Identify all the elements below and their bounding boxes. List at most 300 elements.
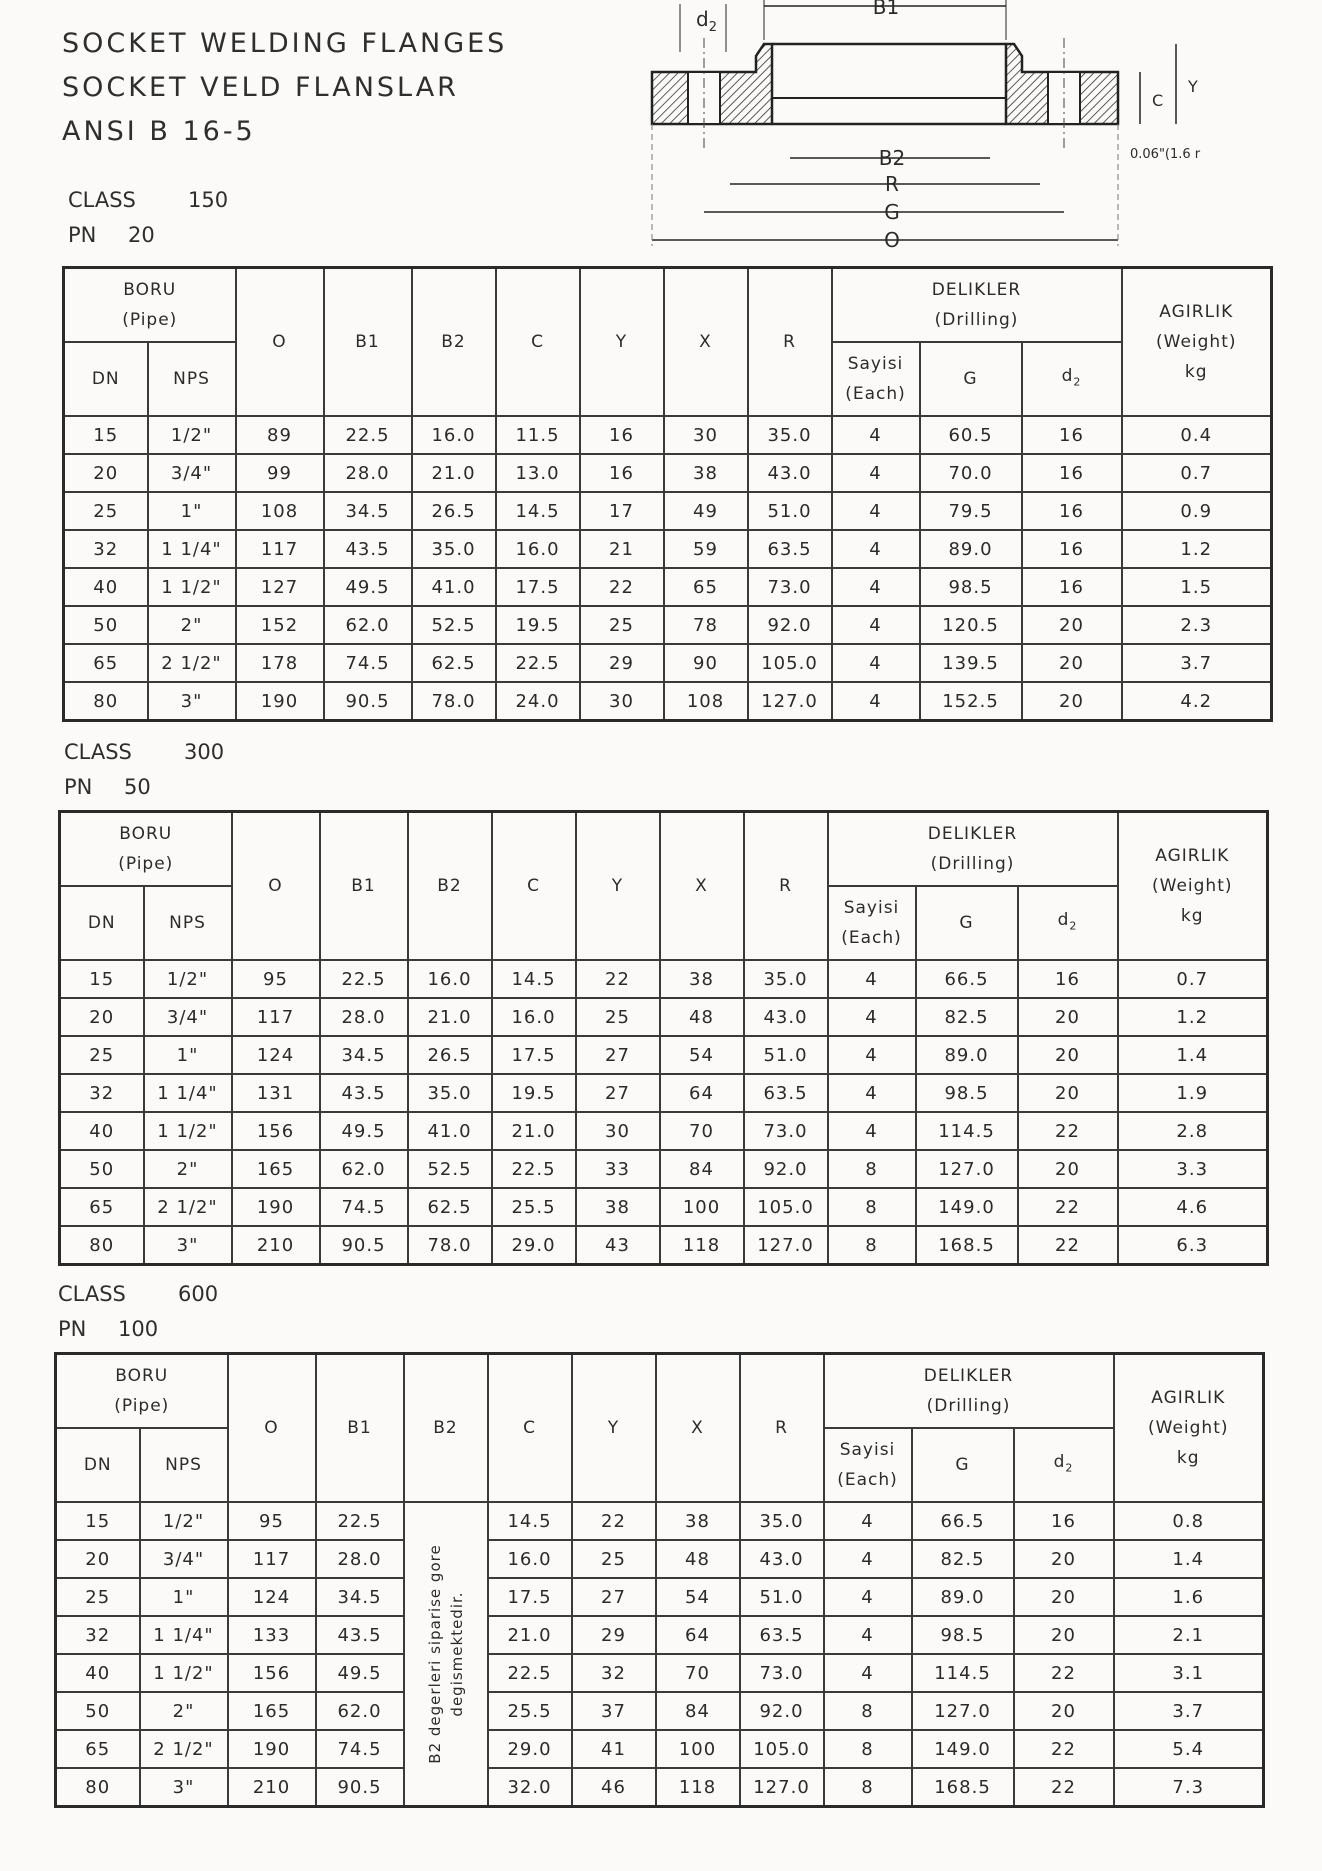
table-cell: 65 xyxy=(56,1730,140,1768)
agirlik-header xyxy=(1122,268,1272,417)
table-row xyxy=(60,1036,1268,1074)
table-cell: 3" xyxy=(148,682,236,721)
y-label: Y xyxy=(607,1418,620,1438)
table-cell: 65 xyxy=(64,644,148,682)
table-cell: 38 xyxy=(660,960,744,998)
table-cell: 54 xyxy=(656,1578,740,1616)
pn-label: PN xyxy=(64,775,93,799)
table-cell: 79.5 xyxy=(920,492,1022,530)
table-cell: 22.5 xyxy=(324,416,412,454)
table-cell: 78.0 xyxy=(408,1226,492,1265)
table-row xyxy=(64,416,1272,454)
table-cell: 82.5 xyxy=(912,1540,1014,1578)
table-cell: 62.0 xyxy=(324,606,412,644)
col-c-header xyxy=(496,268,580,417)
table-cell: 4 xyxy=(828,1074,916,1112)
col-c-header xyxy=(492,812,576,961)
col-g-header xyxy=(912,1428,1014,1502)
table-cell: 43.5 xyxy=(320,1074,408,1112)
table-cell: 52.5 xyxy=(412,606,496,644)
pn-value: 20 xyxy=(128,223,155,247)
table-cell: 64 xyxy=(660,1074,744,1112)
col-o-header xyxy=(228,1354,316,1503)
table-cell: 127.0 xyxy=(748,682,832,721)
table-row xyxy=(60,960,1268,998)
table-cell: 28.0 xyxy=(320,998,408,1036)
table-cell: 35.0 xyxy=(412,530,496,568)
sayisi-label: Sayisi xyxy=(843,898,900,918)
table-cell: 0.7 xyxy=(1118,960,1268,998)
table-cell: 2 1/2" xyxy=(140,1730,228,1768)
table-cell: 0.9 xyxy=(1122,492,1272,530)
table-cell: 133 xyxy=(228,1616,316,1654)
table-cell: 43 xyxy=(576,1226,660,1265)
table-row xyxy=(60,1188,1268,1226)
table-row xyxy=(64,530,1272,568)
table-cell: 62.0 xyxy=(316,1692,404,1730)
table-row xyxy=(56,1616,1264,1654)
each-label: (Each) xyxy=(845,384,906,404)
table-cell: 26.5 xyxy=(408,1036,492,1074)
table-cell: 3.3 xyxy=(1118,1150,1268,1188)
nps-label: NPS xyxy=(169,913,206,933)
table-cell: 190 xyxy=(236,682,324,721)
table-cell: 38 xyxy=(656,1502,740,1540)
table-cell: 20 xyxy=(1018,1036,1118,1074)
table-cell: 49.5 xyxy=(316,1654,404,1692)
table-cell: 41.0 xyxy=(412,568,496,606)
boru-label: BORU xyxy=(123,280,177,300)
table-cell: 70.0 xyxy=(920,454,1022,492)
table-row xyxy=(64,568,1272,606)
table-cell: 4 xyxy=(824,1578,912,1616)
table-cell: 1.6 xyxy=(1114,1578,1264,1616)
col-b1-header xyxy=(316,1354,404,1503)
col-dn-header xyxy=(64,342,148,416)
table-cell: 3/4" xyxy=(140,1540,228,1578)
table-cell: 1.2 xyxy=(1118,998,1268,1036)
table-cell: 66.5 xyxy=(916,960,1018,998)
dn-label: DN xyxy=(83,1455,112,1475)
table-cell: 17.5 xyxy=(496,568,580,606)
weight-label: (Weight) xyxy=(1152,876,1233,896)
table-cell: 65 xyxy=(664,568,748,606)
pn-value: 100 xyxy=(118,1317,159,1341)
table-cell: 89.0 xyxy=(912,1578,1014,1616)
table-cell: 168.5 xyxy=(916,1226,1018,1265)
table-cell: 34.5 xyxy=(320,1036,408,1074)
col-c-header xyxy=(488,1354,572,1503)
table-cell: 21.0 xyxy=(488,1616,572,1654)
col-x-header xyxy=(660,812,744,961)
b1-label: B1 xyxy=(347,1418,372,1438)
table-cell: 3.7 xyxy=(1122,644,1272,682)
table-cell: 65 xyxy=(60,1188,144,1226)
table-cell: 22 xyxy=(576,960,660,998)
table-cell: 178 xyxy=(236,644,324,682)
table-cell: 52.5 xyxy=(408,1150,492,1188)
boru-header xyxy=(60,812,232,887)
table-cell: 82.5 xyxy=(916,998,1018,1036)
table-cell: 78 xyxy=(664,606,748,644)
table-cell: 152.5 xyxy=(920,682,1022,721)
table-cell: 14.5 xyxy=(488,1502,572,1540)
table-cell: 50 xyxy=(64,606,148,644)
table-cell: 11.5 xyxy=(496,416,580,454)
y-label: Y xyxy=(611,876,624,896)
table-cell: 78.0 xyxy=(412,682,496,721)
table-cell: 73.0 xyxy=(740,1654,824,1692)
col-x-header xyxy=(656,1354,740,1503)
table-cell: 25 xyxy=(576,998,660,1036)
agirlik-label: AGIRLIK xyxy=(1151,1388,1226,1408)
table-cell: 90.5 xyxy=(320,1226,408,1265)
table-cell: 50 xyxy=(60,1150,144,1188)
dn-label: DN xyxy=(87,913,116,933)
delikler-header xyxy=(824,1354,1114,1429)
table-cell: 43.0 xyxy=(748,454,832,492)
table-row xyxy=(56,1692,1264,1730)
table-cell: 1.4 xyxy=(1114,1540,1264,1578)
table-cell: 22.5 xyxy=(488,1654,572,1692)
table-cell: 4 xyxy=(832,416,920,454)
table-cell: 22 xyxy=(1018,1226,1118,1265)
class-value: 300 xyxy=(184,740,225,764)
table-cell: 16 xyxy=(1022,568,1122,606)
g-label: G xyxy=(955,1455,970,1475)
table-cell: 22.5 xyxy=(320,960,408,998)
table-row xyxy=(60,998,1268,1036)
table-cell: 16.0 xyxy=(488,1540,572,1578)
table-row xyxy=(56,1578,1264,1616)
table-cell: 8 xyxy=(828,1226,916,1265)
delikler-label: DELIKLER xyxy=(931,280,1022,300)
table-cell: 165 xyxy=(228,1692,316,1730)
table-cell: 3.7 xyxy=(1114,1692,1264,1730)
table-cell: 127.0 xyxy=(912,1692,1014,1730)
table-cell: 1/2" xyxy=(144,960,232,998)
table-cell: 149.0 xyxy=(912,1730,1014,1768)
table-cell: 165 xyxy=(232,1150,320,1188)
table-cell: 131 xyxy=(232,1074,320,1112)
gap-label: 0.06"(1.6 r xyxy=(1130,147,1201,162)
table-cell: 8 xyxy=(824,1768,912,1807)
pn-label: PN xyxy=(58,1317,87,1341)
table-cell: 98.5 xyxy=(916,1074,1018,1112)
table-cell: 2" xyxy=(140,1692,228,1730)
col-nps-header xyxy=(144,886,232,960)
col-b1-header xyxy=(324,268,412,417)
kg-label: kg xyxy=(1184,362,1208,382)
table-row xyxy=(56,1730,1264,1768)
b1-label: B1 xyxy=(872,0,900,19)
table-cell: 34.5 xyxy=(324,492,412,530)
table-cell: 108 xyxy=(236,492,324,530)
table-cell: 2 1/2" xyxy=(144,1188,232,1226)
col-nps-header xyxy=(140,1428,228,1502)
table-cell: 26.5 xyxy=(412,492,496,530)
sayisi-label: Sayisi xyxy=(839,1440,896,1460)
table-cell: 22 xyxy=(1018,1188,1118,1226)
table-cell: 20 xyxy=(1018,998,1118,1036)
agirlik-header xyxy=(1114,1354,1264,1503)
table-cell: 4 xyxy=(828,960,916,998)
table-cell: 74.5 xyxy=(324,644,412,682)
table-cell: 114.5 xyxy=(916,1112,1018,1150)
table-cell: 4 xyxy=(828,1036,916,1074)
table-cell: 25 xyxy=(56,1578,140,1616)
table-cell: 21.0 xyxy=(492,1112,576,1150)
table-cell: 8 xyxy=(824,1692,912,1730)
table-cell: 4 xyxy=(824,1616,912,1654)
table-cell: 30 xyxy=(664,416,748,454)
table-cell: 43.0 xyxy=(744,998,828,1036)
drilling-label: (Drilling) xyxy=(934,310,1019,330)
table-cell: 1 1/4" xyxy=(144,1074,232,1112)
table-cell: 35.0 xyxy=(748,416,832,454)
table-cell: 4 xyxy=(824,1540,912,1578)
title-line-2: SOCKET VELD FLANSLAR xyxy=(62,72,459,103)
table-cell: 29.0 xyxy=(488,1730,572,1768)
table-cell: 28.0 xyxy=(324,454,412,492)
table-cell: 1.5 xyxy=(1122,568,1272,606)
table-cell: 1" xyxy=(144,1036,232,1074)
table-cell: 22.5 xyxy=(316,1502,404,1540)
table-cell: 139.5 xyxy=(920,644,1022,682)
table-cell: 100 xyxy=(656,1730,740,1768)
table-cell: 3/4" xyxy=(148,454,236,492)
each-label: (Each) xyxy=(837,1470,898,1490)
table-cell: 32 xyxy=(64,530,148,568)
table-cell: 95 xyxy=(228,1502,316,1540)
b2-label: B2 xyxy=(433,1418,458,1438)
table-cell: 16 xyxy=(580,416,664,454)
table-cell: 3" xyxy=(144,1226,232,1265)
table-cell: 20 xyxy=(1014,1692,1114,1730)
title-line-1: SOCKET WELDING FLANGES xyxy=(62,28,508,59)
table-cell: 70 xyxy=(660,1112,744,1150)
table-cell: 24.0 xyxy=(496,682,580,721)
table-cell: 3" xyxy=(140,1768,228,1807)
dn-label: DN xyxy=(91,369,120,389)
table-cell: 60.5 xyxy=(920,416,1022,454)
table-cell: 20 xyxy=(1014,1578,1114,1616)
table-cell: 51.0 xyxy=(740,1578,824,1616)
r-label: R xyxy=(885,172,899,196)
table-cell: 63.5 xyxy=(744,1074,828,1112)
table-cell: 27 xyxy=(576,1036,660,1074)
each-label: (Each) xyxy=(841,928,902,948)
col-r-header xyxy=(740,1354,824,1503)
table-cell: 51.0 xyxy=(744,1036,828,1074)
c-label: C xyxy=(531,332,544,352)
kg-label: kg xyxy=(1180,906,1204,926)
table-cell: 16.0 xyxy=(408,960,492,998)
delikler-header xyxy=(828,812,1118,887)
pipe-label: (Pipe) xyxy=(114,1396,170,1416)
table-cell: 168.5 xyxy=(912,1768,1014,1807)
table-cell: 92.0 xyxy=(740,1692,824,1730)
table-cell: 16 xyxy=(1022,454,1122,492)
col-sayisi-header xyxy=(828,886,916,960)
table-cell: 89 xyxy=(236,416,324,454)
table-cell: 43.5 xyxy=(324,530,412,568)
sayisi-label: Sayisi xyxy=(847,354,904,374)
table-cell: 117 xyxy=(236,530,324,568)
drilling-label: (Drilling) xyxy=(930,854,1015,874)
col-d2-header xyxy=(1018,886,1118,960)
table-cell: 15 xyxy=(56,1502,140,1540)
table-cell: 100 xyxy=(660,1188,744,1226)
table-cell: 22 xyxy=(1018,1112,1118,1150)
flange-table-class-150 xyxy=(62,266,1273,722)
d2-header: $d_2$ xyxy=(1053,1451,1074,1475)
table-row xyxy=(64,492,1272,530)
class-600-block xyxy=(58,1282,219,1341)
table-cell: 22 xyxy=(580,568,664,606)
table-cell: 14.5 xyxy=(492,960,576,998)
table-cell: 25 xyxy=(572,1540,656,1578)
r-label: R xyxy=(783,332,796,352)
table-cell: 127.0 xyxy=(916,1150,1018,1188)
table-cell: 73.0 xyxy=(744,1112,828,1150)
table-cell: 48 xyxy=(660,998,744,1036)
table-cell: 124 xyxy=(228,1578,316,1616)
table-cell: 4.2 xyxy=(1122,682,1272,721)
col-dn-header xyxy=(56,1428,140,1502)
table-cell: 37 xyxy=(572,1692,656,1730)
boru-header xyxy=(64,268,236,343)
table-cell: 74.5 xyxy=(320,1188,408,1226)
table-cell: 105.0 xyxy=(744,1188,828,1226)
table-cell: 4 xyxy=(832,454,920,492)
table-row xyxy=(56,1654,1264,1692)
pipe-label: (Pipe) xyxy=(118,854,174,874)
class-300-block xyxy=(64,740,225,799)
table-cell: 62.5 xyxy=(408,1188,492,1226)
table-cell: 20 xyxy=(56,1540,140,1578)
class-label: CLASS xyxy=(68,188,136,212)
col-sayisi-header xyxy=(824,1428,912,1502)
x-label: X xyxy=(691,1418,704,1438)
table-cell: 43.5 xyxy=(316,1616,404,1654)
table-cell: 3/4" xyxy=(144,998,232,1036)
table-cell: 190 xyxy=(232,1188,320,1226)
table-cell: 92.0 xyxy=(744,1150,828,1188)
delikler-header xyxy=(832,268,1122,343)
col-r-header xyxy=(748,268,832,417)
col-g-header xyxy=(916,886,1018,960)
table-row xyxy=(56,1768,1264,1807)
table-cell: 22 xyxy=(572,1502,656,1540)
table-cell: 16 xyxy=(1018,960,1118,998)
class-label: CLASS xyxy=(58,1282,126,1306)
table-cell: 7.3 xyxy=(1114,1768,1264,1807)
d2-label: $d_2$ xyxy=(696,7,717,35)
table-cell: 0.7 xyxy=(1122,454,1272,492)
table-cell: 90.5 xyxy=(316,1768,404,1807)
table-cell: 25 xyxy=(60,1036,144,1074)
table-cell: 1.9 xyxy=(1118,1074,1268,1112)
b2-note: B2 degerleri siparise gore degismektedir. xyxy=(425,1544,466,1764)
table-cell: 210 xyxy=(232,1226,320,1265)
o-label: O xyxy=(268,876,283,896)
table-cell: 62.5 xyxy=(412,644,496,682)
table-cell: 16.0 xyxy=(412,416,496,454)
table-cell: 40 xyxy=(64,568,148,606)
table-cell: 89.0 xyxy=(916,1036,1018,1074)
table-row xyxy=(64,682,1272,721)
table-cell: 89.0 xyxy=(920,530,1022,568)
delikler-label: DELIKLER xyxy=(927,824,1018,844)
table-cell: 21.0 xyxy=(412,454,496,492)
table-cell: 124 xyxy=(232,1036,320,1074)
table-cell: 19.5 xyxy=(496,606,580,644)
table-cell: 20 xyxy=(1022,606,1122,644)
table-cell: 1" xyxy=(148,492,236,530)
table-cell: 50 xyxy=(56,1692,140,1730)
table-cell: 117 xyxy=(228,1540,316,1578)
table-cell: 90.5 xyxy=(324,682,412,721)
col-b2-header xyxy=(404,1354,488,1503)
table-cell: 46 xyxy=(572,1768,656,1807)
table-cell: 90 xyxy=(664,644,748,682)
table-cell: 22 xyxy=(1014,1654,1114,1692)
title-line-3: ANSI B 16-5 xyxy=(62,116,256,147)
table-cell: 30 xyxy=(576,1112,660,1150)
table-cell: 30 xyxy=(580,682,664,721)
table-row xyxy=(56,1502,1264,1540)
table-cell: 14.5 xyxy=(496,492,580,530)
class-150-block xyxy=(68,188,229,247)
table-cell: 17.5 xyxy=(488,1578,572,1616)
boru-label: BORU xyxy=(115,1366,169,1386)
table-cell: 27 xyxy=(572,1578,656,1616)
table-cell: 117 xyxy=(232,998,320,1036)
kg-label: kg xyxy=(1176,1448,1200,1468)
table-cell: 25.5 xyxy=(488,1692,572,1730)
table-cell: 74.5 xyxy=(316,1730,404,1768)
table-cell: 19.5 xyxy=(492,1074,576,1112)
table-cell: 4 xyxy=(832,492,920,530)
table-cell: 40 xyxy=(60,1112,144,1150)
table-cell: 43.0 xyxy=(740,1540,824,1578)
table-cell: 32 xyxy=(60,1074,144,1112)
table-cell: 21.0 xyxy=(408,998,492,1036)
table-cell: 4.6 xyxy=(1118,1188,1268,1226)
flange-diagram xyxy=(640,0,1322,260)
boru-header xyxy=(56,1354,228,1429)
table-cell: 84 xyxy=(660,1150,744,1188)
table-cell: 48 xyxy=(656,1540,740,1578)
table-cell: 4 xyxy=(828,1112,916,1150)
table-cell: 1 1/4" xyxy=(148,530,236,568)
table-cell: 1 1/4" xyxy=(140,1616,228,1654)
pn-value: 50 xyxy=(124,775,151,799)
table-cell: 16 xyxy=(1014,1502,1114,1540)
table-cell: 3.1 xyxy=(1114,1654,1264,1692)
table-row xyxy=(56,1540,1264,1578)
table-cell: 20 xyxy=(1014,1616,1114,1654)
table-cell: 35.0 xyxy=(740,1502,824,1540)
table-cell: 156 xyxy=(228,1654,316,1692)
weight-label: (Weight) xyxy=(1156,332,1237,352)
table-cell: 49 xyxy=(664,492,748,530)
table-cell: 149.0 xyxy=(916,1188,1018,1226)
table-cell: 127 xyxy=(236,568,324,606)
pipe-label: (Pipe) xyxy=(122,310,178,330)
table-cell: 2" xyxy=(144,1150,232,1188)
